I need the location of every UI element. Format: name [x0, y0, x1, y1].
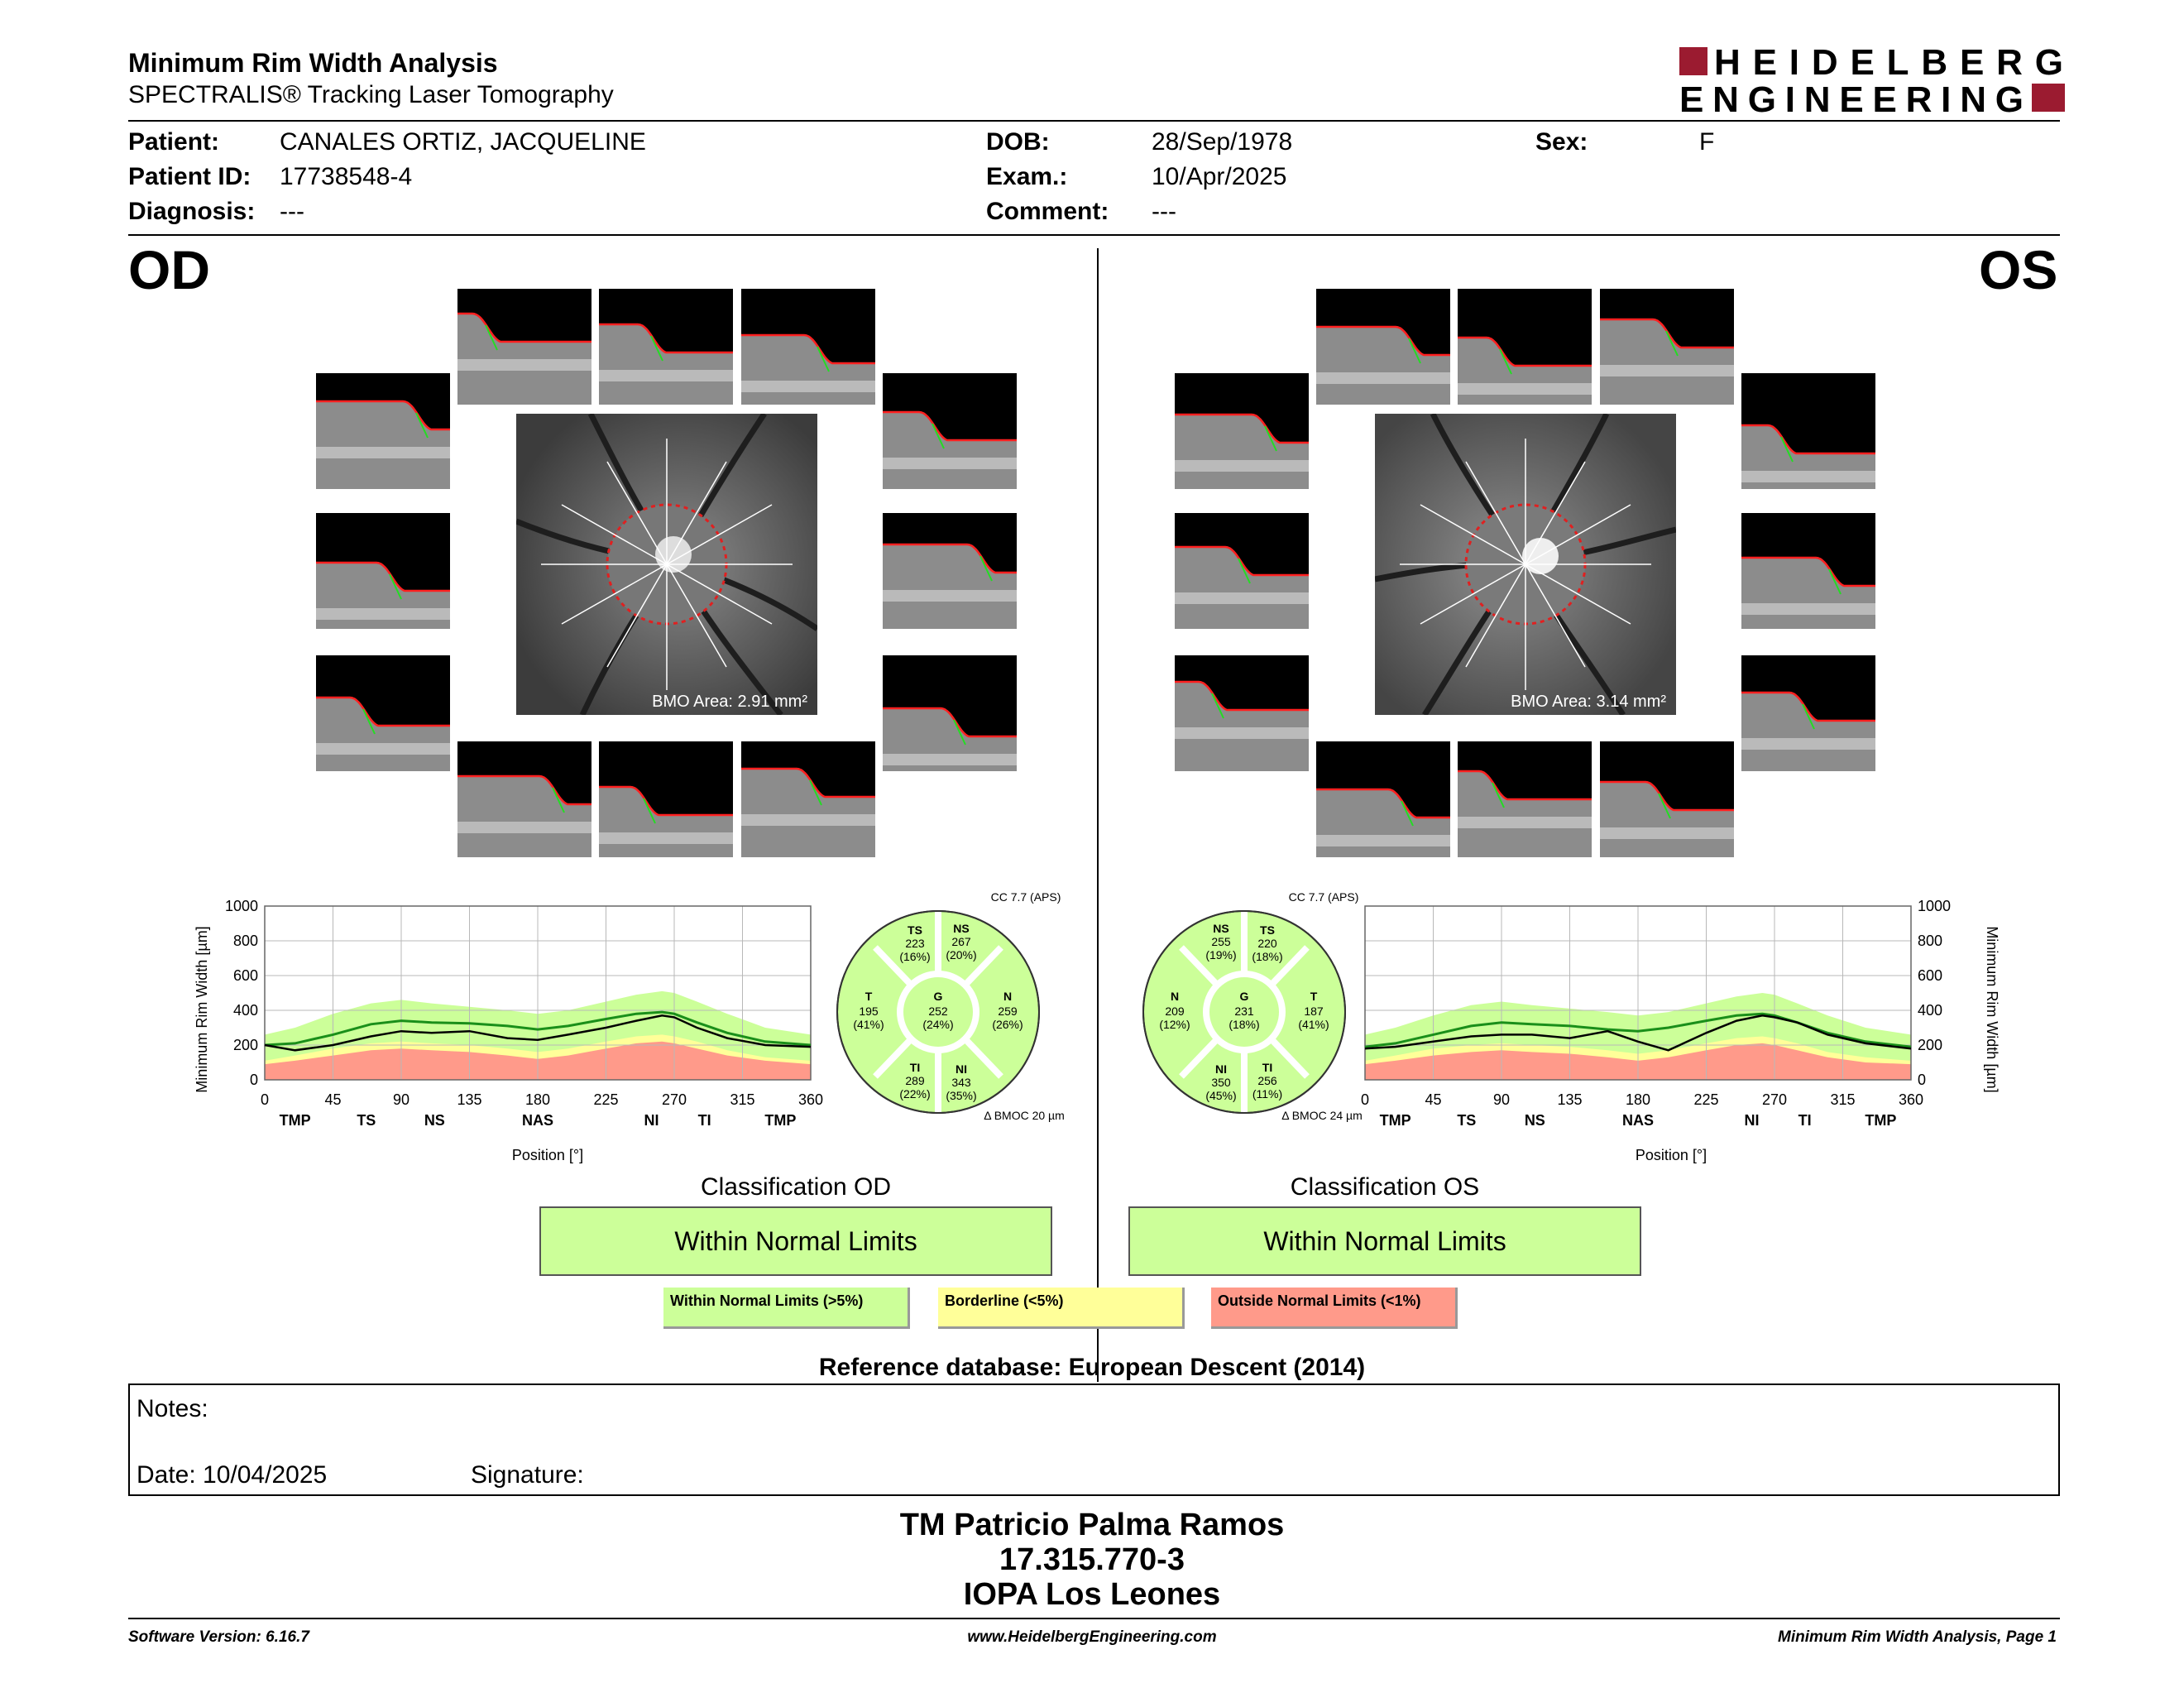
date-label: Date: 10/04/2025 — [136, 1461, 328, 1489]
oct-scan — [457, 741, 592, 857]
svg-text:(18%): (18%) — [1252, 950, 1283, 963]
legend-onl: Outside Normal Limits (<1%) — [1211, 1288, 1458, 1329]
svg-text:T: T — [864, 990, 873, 1003]
notes-box — [128, 1383, 2060, 1496]
svg-text:(12%): (12%) — [1159, 1018, 1190, 1031]
sector-tick-label: NS — [424, 1112, 445, 1129]
x-tick-label: 90 — [1492, 1091, 1511, 1108]
svg-text:NS: NS — [1213, 922, 1229, 935]
oct-scan — [599, 741, 733, 857]
oct-scan — [1458, 741, 1592, 857]
x-axis-label: Position [°] — [511, 1147, 584, 1163]
fundus-image-os — [1375, 414, 1676, 715]
eye-divider — [1097, 248, 1099, 1382]
svg-text:TI: TI — [1262, 1061, 1273, 1074]
x-tick-label: 315 — [730, 1091, 755, 1108]
y-tick-label: 200 — [232, 1037, 258, 1053]
os-label: OS — [1979, 239, 2058, 300]
od-label: OD — [128, 239, 210, 300]
svg-text:T: T — [1310, 990, 1318, 1003]
x-tick-label: 180 — [524, 1091, 551, 1108]
oct-scan — [741, 289, 875, 405]
svg-text:255: 255 — [1211, 935, 1231, 948]
sector-diagram-od — [836, 890, 1067, 1129]
patient-rule — [128, 234, 2060, 236]
y-tick-label: 800 — [232, 933, 258, 949]
svg-text:231: 231 — [1234, 1005, 1254, 1018]
oct-scan — [883, 655, 1017, 771]
svg-text:220: 220 — [1257, 937, 1277, 950]
svg-text:NS: NS — [953, 922, 970, 935]
bmo-area-od: BMO Area: 2.91 mm² — [652, 693, 807, 711]
svg-text:(11%): (11%) — [1252, 1087, 1283, 1101]
sector-tick-label: NS — [1524, 1112, 1545, 1129]
svg-text:(41%): (41%) — [1298, 1018, 1329, 1031]
bmo-area-os: BMO Area: 3.14 mm² — [1511, 693, 1666, 711]
oct-scan — [883, 513, 1017, 629]
oct-scan — [1600, 741, 1734, 857]
oct-scan — [1175, 373, 1309, 489]
svg-text:(18%): (18%) — [1228, 1018, 1260, 1031]
svg-text:(19%): (19%) — [1205, 948, 1237, 961]
signer-name: TM Patricio Palma Ramos — [899, 1508, 1285, 1542]
svg-text:NI: NI — [1215, 1062, 1227, 1076]
mrw-chart-os — [1357, 894, 2002, 1175]
oct-scan — [883, 373, 1017, 489]
diagnosis-label: Diagnosis: — [128, 198, 256, 225]
oct-scan — [1741, 373, 1875, 489]
report-title: Minimum Rim Width Analysis — [128, 48, 498, 78]
svg-text:(26%): (26%) — [992, 1018, 1023, 1031]
svg-text:223: 223 — [905, 937, 925, 950]
svg-text:NI: NI — [956, 1062, 967, 1076]
diagnosis: --- — [280, 198, 304, 225]
dob: 28/Sep/1978 — [1152, 128, 1293, 156]
svg-text:(20%): (20%) — [946, 948, 977, 961]
fundus-image-od — [516, 414, 817, 715]
x-tick-label: 0 — [260, 1091, 270, 1108]
x-tick-label: 225 — [1693, 1091, 1719, 1108]
svg-text:(16%): (16%) — [899, 950, 931, 963]
x-tick-label: 135 — [457, 1091, 482, 1108]
x-tick-label: 360 — [1898, 1091, 1924, 1108]
y-tick-label: 400 — [1918, 1002, 1943, 1019]
x-tick-label: 45 — [324, 1091, 342, 1108]
bmoc-value: Δ BMOC 24 µm — [1281, 1109, 1363, 1122]
y-tick-label: 200 — [1918, 1037, 1943, 1053]
svg-text:343: 343 — [951, 1076, 971, 1089]
sex-label: Sex: — [1535, 128, 1588, 156]
svg-text:G: G — [1239, 990, 1249, 1003]
oct-scan — [741, 741, 875, 857]
svg-text:(41%): (41%) — [853, 1018, 884, 1031]
heidelberg-logo — [1679, 46, 2068, 116]
y-tick-label: 0 — [1918, 1072, 1927, 1088]
sector-tick-label: TMP — [1865, 1112, 1897, 1129]
sector-tick-label: TI — [697, 1112, 711, 1129]
bmoc-value: Δ BMOC 20 µm — [984, 1109, 1065, 1122]
x-axis-label: Position [°] — [1635, 1147, 1707, 1163]
patient-name: CANALES ORTIZ, JACQUELINE — [280, 128, 646, 156]
x-tick-label: 180 — [1625, 1091, 1651, 1108]
website: www.HeidelbergEngineering.com — [967, 1628, 1217, 1646]
svg-text:(22%): (22%) — [899, 1087, 931, 1101]
patient-id-label: Patient ID: — [128, 163, 251, 190]
header-rule — [128, 120, 2060, 122]
sector-tick-label: NAS — [521, 1112, 554, 1129]
dob-label: DOB: — [986, 128, 1050, 156]
patient-id: 17738548-4 — [280, 163, 413, 190]
report-subtitle: SPECTRALIS® Tracking Laser Tomography — [128, 81, 614, 108]
sector-tick-label: TMP — [279, 1112, 311, 1129]
comment: --- — [1152, 198, 1176, 225]
y-tick-label: 600 — [1918, 967, 1943, 984]
sector-tick-label: NI — [644, 1112, 659, 1129]
svg-text:G: G — [933, 990, 943, 1003]
svg-text:289: 289 — [905, 1074, 925, 1087]
svg-text:350: 350 — [1211, 1076, 1231, 1089]
sector-tick-label: NI — [1744, 1112, 1760, 1129]
sector-tick-label: TMP — [1379, 1112, 1411, 1129]
svg-text:252: 252 — [928, 1005, 948, 1018]
y-tick-label: 600 — [232, 967, 258, 984]
classification-result-os: Within Normal Limits — [1128, 1206, 1641, 1276]
x-tick-label: 0 — [1360, 1091, 1370, 1108]
svg-text:267: 267 — [951, 935, 971, 948]
svg-text:TI: TI — [909, 1061, 921, 1074]
sex: F — [1699, 128, 1715, 156]
sector-tick-label: TS — [1457, 1112, 1477, 1129]
oct-scan — [1741, 655, 1875, 771]
reference-database: Reference database: European Descent (2014) — [818, 1354, 1366, 1381]
exam-date: 10/Apr/2025 — [1152, 163, 1287, 190]
oct-scan — [599, 289, 733, 405]
x-tick-label: 270 — [1761, 1091, 1788, 1108]
legend-wnl: Within Normal Limits (>5%) — [663, 1288, 910, 1329]
x-tick-label: 270 — [661, 1091, 687, 1108]
cc-value: CC 7.7 (APS) — [990, 890, 1061, 904]
svg-text:195: 195 — [859, 1005, 879, 1018]
cc-value: CC 7.7 (APS) — [1288, 890, 1359, 904]
y-tick-label: 1000 — [1918, 898, 1952, 914]
y-tick-label: 400 — [232, 1002, 258, 1019]
oct-scan — [1458, 289, 1592, 405]
sector-tick-label: TI — [1798, 1112, 1812, 1129]
x-tick-label: 360 — [797, 1091, 824, 1108]
x-tick-label: 90 — [392, 1091, 410, 1108]
svg-text:(24%): (24%) — [922, 1018, 954, 1031]
sector-tick-label: TMP — [764, 1112, 797, 1129]
svg-text:259: 259 — [998, 1005, 1018, 1018]
oct-scan — [1600, 289, 1734, 405]
svg-text:209: 209 — [1165, 1005, 1185, 1018]
sector-tick-label: TS — [357, 1112, 376, 1129]
x-tick-label: 225 — [593, 1091, 619, 1108]
mrw-chart-od — [182, 894, 827, 1175]
legend-borderline: Borderline (<5%) — [938, 1288, 1185, 1329]
oct-scan — [316, 373, 450, 489]
signature-label: Signature: — [471, 1461, 584, 1489]
software-version: Software Version: 6.16.7 — [128, 1628, 309, 1646]
oct-scan — [457, 289, 592, 405]
svg-text:(35%): (35%) — [946, 1089, 977, 1102]
oct-scan — [1741, 513, 1875, 629]
svg-text:ENGINEERING: ENGINEERING — [1679, 79, 2025, 116]
x-tick-label: 45 — [1425, 1091, 1442, 1108]
svg-text:187: 187 — [1304, 1005, 1324, 1018]
classification-title-od: Classification OD — [700, 1173, 892, 1201]
y-axis-label: Minimum Rim Width [µm] — [1984, 926, 2000, 1093]
exam-label: Exam.: — [986, 163, 1068, 190]
y-axis-label: Minimum Rim Width [µm] — [194, 926, 210, 1093]
svg-text:HEIDELBERG: HEIDELBERG — [1714, 46, 2065, 83]
y-tick-label: 0 — [249, 1072, 258, 1088]
svg-text:TS: TS — [1260, 923, 1275, 937]
signer-institution: IOPA Los Leones — [963, 1577, 1221, 1612]
oct-scan — [316, 513, 450, 629]
signer-id: 17.315.770-3 — [999, 1542, 1185, 1577]
sector-diagram-os — [1133, 890, 1365, 1129]
y-tick-label: 800 — [1918, 933, 1943, 949]
notes-label: Notes: — [136, 1395, 208, 1422]
x-tick-label: 315 — [1830, 1091, 1856, 1108]
svg-text:N: N — [1003, 990, 1013, 1003]
oct-scan — [1316, 741, 1450, 857]
svg-text:TS: TS — [908, 923, 922, 937]
x-tick-label: 135 — [1557, 1091, 1583, 1108]
oct-scan — [1175, 655, 1309, 771]
y-tick-label: 1000 — [224, 898, 258, 914]
page-label: Minimum Rim Width Analysis, Page 1 — [1778, 1628, 2057, 1646]
footer-rule — [128, 1618, 2060, 1619]
svg-text:N: N — [1170, 990, 1180, 1003]
oct-scan — [316, 655, 450, 771]
patient-label: Patient: — [128, 128, 220, 156]
sector-tick-label: NAS — [1621, 1112, 1655, 1129]
oct-scan — [1175, 513, 1309, 629]
comment-label: Comment: — [986, 198, 1109, 225]
oct-scan — [1316, 289, 1450, 405]
classification-result-od: Within Normal Limits — [539, 1206, 1052, 1276]
classification-title-os: Classification OS — [1290, 1173, 1480, 1201]
svg-text:(45%): (45%) — [1205, 1089, 1237, 1102]
svg-text:256: 256 — [1257, 1074, 1277, 1087]
